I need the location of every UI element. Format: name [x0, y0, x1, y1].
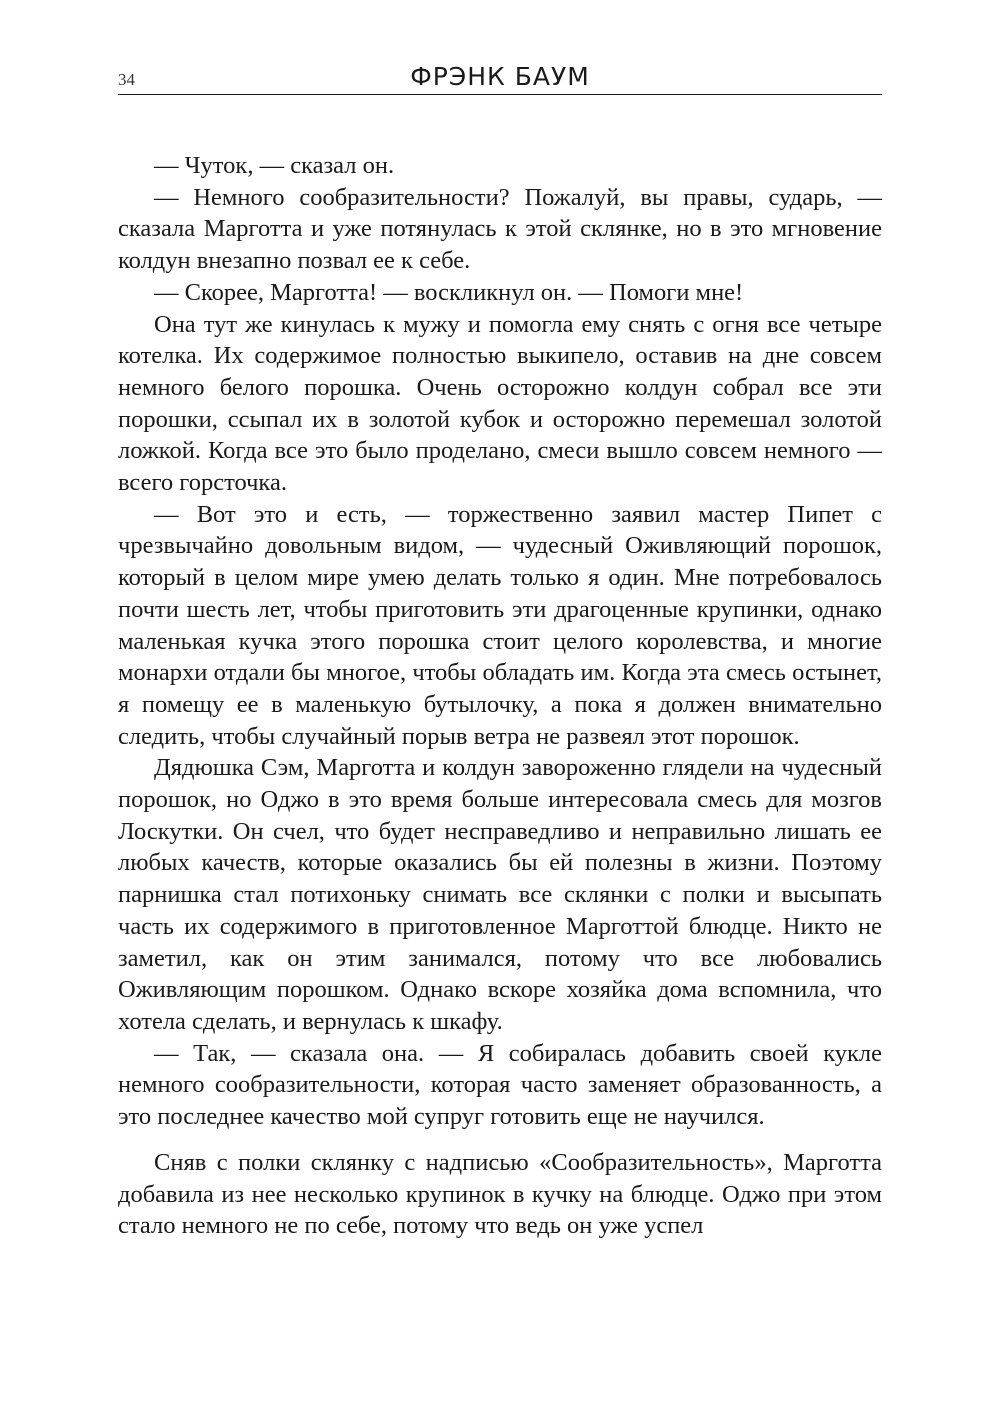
- page-number: 34: [118, 70, 135, 89]
- paragraph: — Вот это и есть, — торжественно заявил мастер Пипет с чрезвычайно довольным видом, — чудесный Оживляющий порошок, который в целом мире умею делать только я один. Мне потребовалось почти шесть лет, чтобы приготовить эти драгоценные крупинки, однако маленькая кучка этого порошка стоит целого королевства, и многие монархи отдали бы многое, чтобы обладать им. Когда эта смесь остынет, я помещу ее в маленькую бутылочку, а пока я должен внимательно следить, чтобы случайный порыв ветра не развеял этот порошок.: [118, 500, 882, 750]
- main-text: [118, 150, 882, 1242]
- paragraph: — Чуток, — сказал он.: [154, 152, 395, 179]
- paragraph: — Так, — сказала она. — Я собиралась добавить своей кукле немного сообразительности, которая часто заменяет образованность, а это последнее качество мой супруг готовить еще не научился.: [118, 1039, 882, 1131]
- running-header: [118, 60, 882, 95]
- paragraph: Дядюшка Сэм, Марготта и колдун завороженно глядели на чудесный порошок, но Оджо в это время больше интересовала смесь для мозгов Лоскутки. Он счел, что будет несправедливо и неправильно лишать ее любых качеств, которые оказались бы ей полезны в жизни. Поэтому парнишка стал потихоньку снимать все склянки с полки и высыпать часть их содержимого в приготовленное Марготтой блюдце. Никто не заметил, как он этим занимался, потому что все любовались Оживляющим порошком. Однако вскоре хозяйка дома вспомнила, что хотела сделать, и вернулась к шкафу.: [118, 754, 882, 1035]
- paragraph: — Скорее, Марготта! — воскликнул он. — Помоги мне!: [154, 278, 744, 306]
- paragraph: Сняв с полки склянку с надписью «Сообразительность», Марготта добавила из нее несколько крупинок в кучку на блюдце. Оджо при этом стало немного не по себе, потому что ведь он уже успел: [118, 1148, 882, 1240]
- running-title-author: ФРЭНК БАУМ: [410, 62, 590, 91]
- paragraph: — Немного сообразительности? Пожалуй, вы правы, сударь, — сказала Марготта и уже потянулась к этой склянке, но в это мгновение колдун внезапно позвал ее к себе.: [118, 183, 882, 275]
- paragraph: Она тут же кинулась к мужу и помогла ему снять с огня все четыре котелка. Их содержимое полностью выкипело, оставив на дне совсем немного белого порошка. Очень осторожно колдун собрал все эти порошки, ссыпал их в золотой кубок и осторожно перемешал золотой ложкой. Когда все это было проделано, смеси вышло совсем немного — всего горсточка.: [118, 310, 882, 497]
